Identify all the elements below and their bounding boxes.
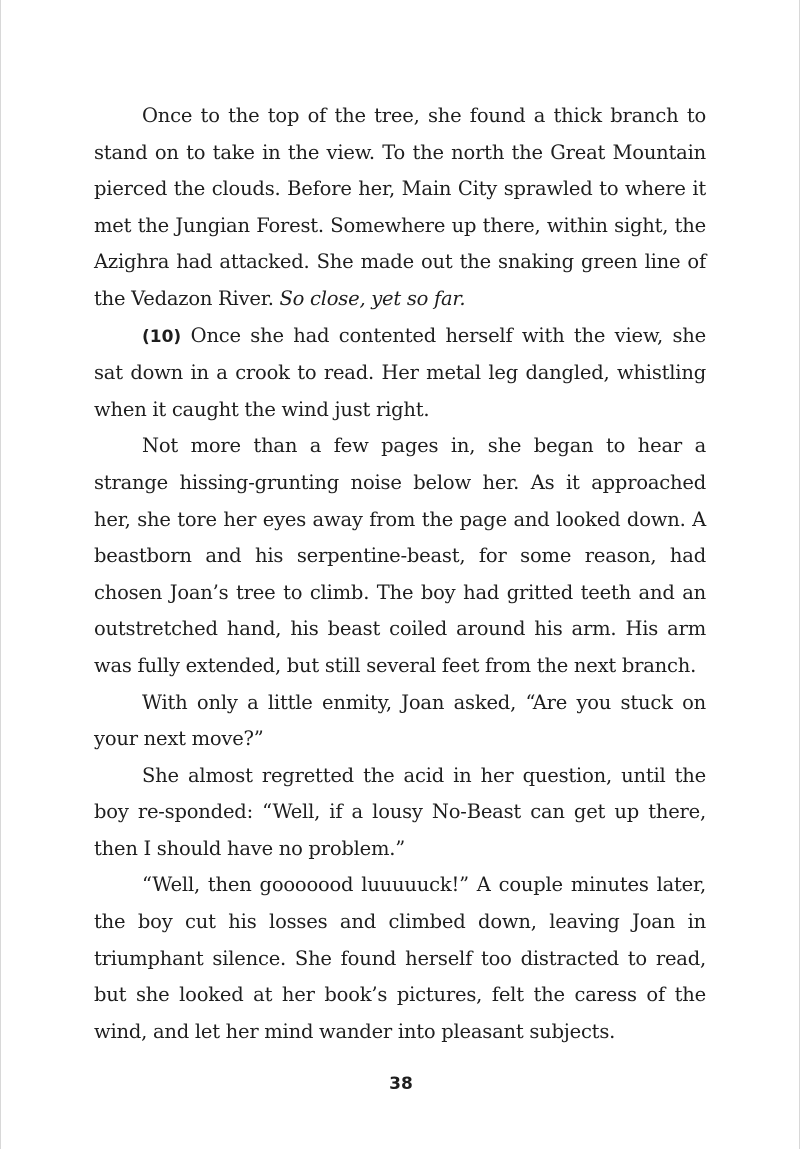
paragraph-5-text: She almost regretted the acid in her question, until the boy re-sponded: “Well, if a lousy No-Beast can get up there, then I should have no problem.”	[94, 763, 706, 860]
paragraph-5	[94, 758, 706, 868]
paragraph-4-text: With only a little enmity, Joan asked, “Are you stuck on your next move?”	[94, 690, 706, 751]
paragraph-4	[94, 685, 706, 758]
paragraph-1-italic: So close, yet so far.	[279, 286, 466, 310]
paragraph-3-text: Not more than a few pages in, she began to hear a strange hissing-grunting noise below her. As it approached her, she tore her eyes away from the page and looked down. A beastborn and his serpentine-beast, for some reason, had chosen Joan’s tree to climb. The boy had gritted teeth and an outstretched hand, his beast coiled around his arm. His arm was fully extended, but still several feet from the next branch.	[94, 434, 706, 677]
paragraph-1	[94, 98, 706, 318]
paragraph-6	[94, 867, 706, 1050]
paragraph-1-text: Once to the top of the tree, she found a thick branch to stand on to take in the view. To the north the Great Mountain pierced the clouds. Before her, Main City sprawled to where it met the Jungian Forest. Somewhere up there, within sight, the Azighra had attacked. She made out the snaking green line of the Vedazon River.	[94, 104, 706, 310]
paragraph-3	[94, 428, 706, 684]
page-number: 38	[389, 1074, 413, 1094]
paragraph-6-text: “Well, then gooooood luuuuuck!” A couple minutes later, the boy cut his losses and climbed down, leaving Joan in triumphant silence. She found herself too distracted to read, but she looked at her book’s pictures, felt the caress of the wind, and let her mind wander into pleasant subjects.	[94, 873, 706, 1043]
paragraph-2-text: Once she had contented herself with the view, she sat down in a crook to read. Her metal leg dangled, whistling when it caught the wind just right.	[94, 323, 706, 421]
body-text	[94, 98, 706, 1050]
section-marker: (10)	[142, 326, 182, 347]
paragraph-2	[94, 318, 706, 429]
